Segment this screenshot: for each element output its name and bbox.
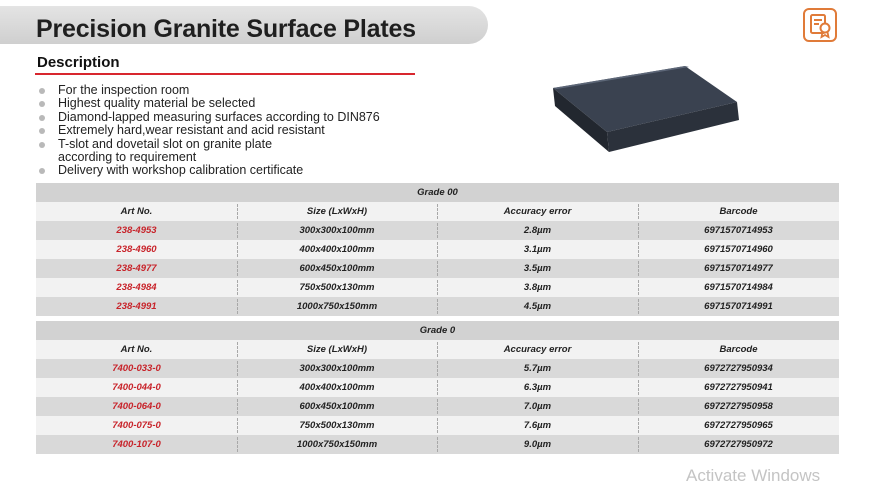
size: 750x500x130mm [299,282,375,293]
column-header: Art No. [120,344,153,355]
art-no: 238-4984 [116,282,157,293]
table-row [36,359,839,378]
size: 750x500x130mm [299,420,375,431]
barcode: 6972727950941 [704,382,773,393]
description-heading: Description [37,54,120,71]
size: 400x400x100mm [299,244,375,255]
accuracy: 7.0µm [523,401,552,412]
size: 1000x750x150mm [296,301,378,312]
description-item: Extremely hard,wear resistant and acid resistant [38,124,380,137]
grade-label: Grade 0 [419,325,456,336]
size: 600x450x100mm [299,401,375,412]
table-row [36,435,839,454]
barcode: 6971570714984 [704,282,773,293]
accuracy: 2.8µm [523,225,552,236]
barcode: 6971570714977 [704,263,773,274]
column-header: Barcode [719,206,758,217]
table-row [36,240,839,259]
column-header: Size (LxWxH) [306,344,368,355]
art-no: 238-4977 [116,263,157,274]
barcode: 6971570714953 [704,225,773,236]
art-no: 7400-064-0 [112,401,161,412]
description-item: Diamond-lapped measuring surfaces according to DIN876 [38,111,380,124]
accuracy: 6.3µm [523,382,552,393]
description-list [38,84,380,178]
granite-plate-image [545,60,750,155]
description-item: T-slot and dovetail slot on granite plate according to requirement [38,138,380,165]
table-row [36,416,839,435]
column-header: Accuracy error [503,206,572,217]
column-header: Barcode [719,344,758,355]
table-grade-header [36,183,839,202]
barcode: 6972727950958 [704,401,773,412]
size: 600x450x100mm [299,263,375,274]
barcode: 6971570714991 [704,301,773,312]
description-item: Delivery with workshop calibration certificate [38,164,380,177]
art-no: 7400-033-0 [112,363,161,374]
activate-windows-watermark: Activate Windows [686,466,821,485]
description-item: Highest quality material be selected [38,97,380,110]
table-grade-header [36,321,839,340]
description-item: For the inspection room [38,84,380,97]
certificate-icon[interactable] [803,8,837,42]
size: 300x300x100mm [299,225,375,236]
accuracy: 9.0µm [523,439,552,450]
table-row [36,278,839,297]
table-row [36,221,839,240]
accuracy: 5.7µm [523,363,552,374]
table-row [36,297,839,316]
accuracy: 3.5µm [523,263,552,274]
accuracy: 3.8µm [523,282,552,293]
description-underline [35,73,415,75]
barcode: 6972727950972 [704,439,773,450]
art-no: 7400-107-0 [112,439,161,450]
table-header-row [36,202,839,221]
table-row [36,259,839,278]
accuracy: 4.5µm [523,301,552,312]
barcode: 6971570714960 [704,244,773,255]
art-no: 238-4960 [116,244,157,255]
accuracy: 3.1µm [523,244,552,255]
art-no: 238-4953 [116,225,157,236]
barcode: 6972727950965 [704,420,773,431]
art-no: 238-4991 [116,301,157,312]
grade-0-table [36,321,839,454]
table-row [36,378,839,397]
column-header: Accuracy error [503,344,572,355]
size: 300x300x100mm [299,363,375,374]
table-header-row [36,340,839,359]
accuracy: 7.6µm [523,420,552,431]
barcode: 6972727950934 [704,363,773,374]
grade-label: Grade 00 [417,187,458,198]
page-title: Precision Granite Surface Plates [36,15,416,43]
table-row [36,397,839,416]
column-header: Size (LxWxH) [306,206,368,217]
art-no: 7400-044-0 [112,382,161,393]
column-header: Art No. [120,206,153,217]
size: 1000x750x150mm [296,439,378,450]
size: 400x400x100mm [299,382,375,393]
art-no: 7400-075-0 [112,420,161,431]
title-bar [0,6,488,44]
grade-00-table [36,183,839,316]
